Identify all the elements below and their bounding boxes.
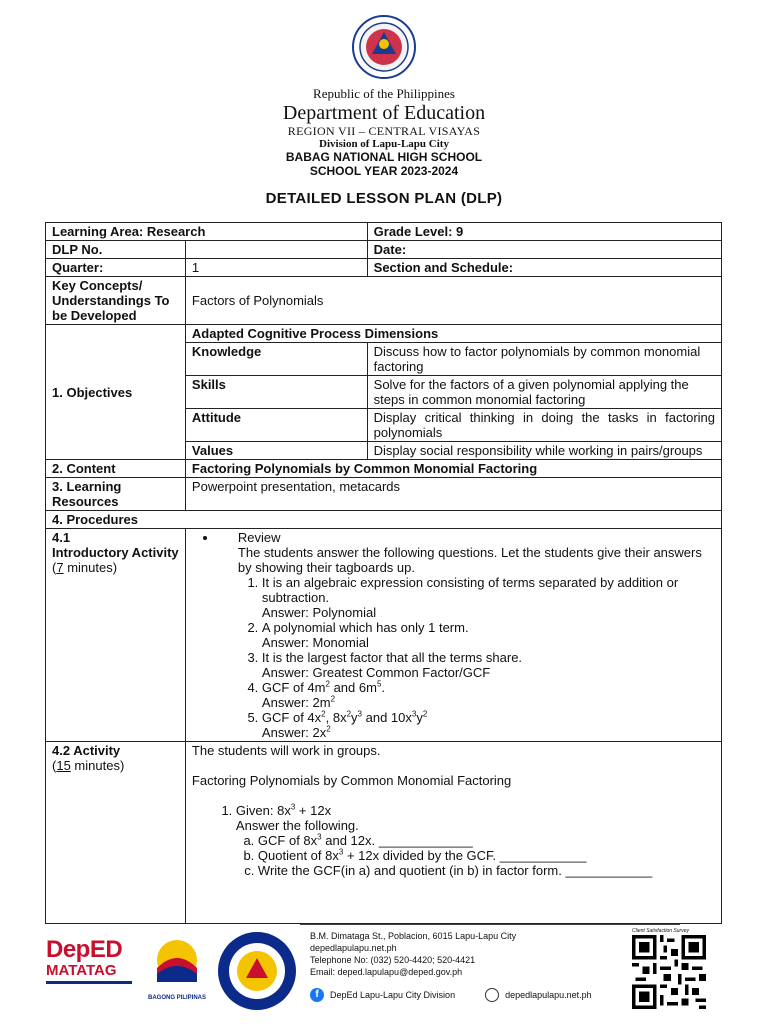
quarter-value: 1 xyxy=(185,259,367,277)
region-name: REGION VII – CENTRAL VISAYAS xyxy=(287,124,481,138)
list-item: a. GCF of $8x^3$ and 12x. _____________ xyxy=(258,833,715,848)
section-schedule-label: Section and Schedule: xyxy=(367,259,721,277)
dimension-label: Knowledge xyxy=(185,343,367,376)
dimension-text: Discuss how to factor polynomials by common monomial factoring xyxy=(367,343,721,376)
list-item: b. Quotient of $8x^3 + 12x$ divided by the GCF. ____________ xyxy=(258,848,715,863)
grade-level: Grade Level: 9 xyxy=(367,223,721,241)
social-links xyxy=(310,988,592,1002)
dlp-no-value xyxy=(185,241,367,259)
cognitive-heading: Adapted Cognitive Process Dimensions xyxy=(185,325,721,343)
republic-line: Republic of the Philippines xyxy=(313,86,455,101)
letterhead xyxy=(0,14,768,178)
resources-value: Powerpoint presentation, metacards xyxy=(185,478,721,511)
table-row xyxy=(46,742,722,924)
content-label: 2. Content xyxy=(46,460,186,478)
department-name: Department of Education xyxy=(282,102,486,124)
table-row xyxy=(46,529,722,742)
email-link[interactable]: Email: deped.lapulapu@deped.gov.ph xyxy=(310,967,463,977)
content-value: Factoring Polynomials by Common Monomial Factoring xyxy=(185,460,721,478)
table-row xyxy=(46,241,722,259)
key-concepts-label: Key Concepts/ Understandings To be Developed xyxy=(46,277,186,325)
procedures-label: 4. Procedures xyxy=(46,511,722,529)
intro-instruction: The students answer the following questions. Let the students give their answers by showing their tagboards up. xyxy=(237,545,702,575)
dimension-label: Skills xyxy=(185,376,367,409)
division-name: Division of Lapu-Lapu City xyxy=(319,138,449,150)
table-row xyxy=(46,223,722,241)
contact-info xyxy=(310,930,516,978)
list-item: 1. Given: $8x^3 + 12x$ Answer the following. a. GCF of $8x^3$ and 12x. _____________ b. Quotient of $8x^3 + 12x$ divided by the GCF. ____________ c. Write the GCF(in a) and quotient (in b) in factor form. ____________ xyxy=(236,803,715,878)
school-name: BABAG NATIONAL HIGH SCHOOL xyxy=(285,150,483,164)
quarter-label: Quarter: xyxy=(46,259,186,277)
division-seal-icon xyxy=(216,930,298,1012)
list-item: 1. It is an algebraic expression consisting of terms separated by addition or subtraction. Answer: Polynomial xyxy=(262,575,715,620)
facebook-icon: f xyxy=(310,988,324,1002)
survey-label: Client Satisfaction Survey xyxy=(632,928,689,934)
list-item: 4. GCF of $4m^2$ and $6m^5$. Answer: $2m^2$ xyxy=(262,680,715,710)
deped-matatag-logo: DepED MATATAG xyxy=(46,936,132,984)
lesson-plan-table xyxy=(45,222,722,924)
key-concepts-value: Factors of Polynomials xyxy=(185,277,721,325)
dimension-text: Solve for the factors of a given polynomial applying the steps in common monomial factoring xyxy=(367,376,721,409)
activity-heading: Factoring Polynomials by Common Monomial Factoring xyxy=(191,773,512,788)
bagong-pilipinas-icon xyxy=(145,934,209,990)
table-row xyxy=(46,259,722,277)
list-item: c. Write the GCF(in a) and quotient (in b) in factor form. ____________ xyxy=(258,863,715,878)
document-title: DETAILED LESSON PLAN (DLP) xyxy=(265,190,503,207)
learning-area: Learning Area: Research xyxy=(46,223,368,241)
facebook-link[interactable]: DepEd Lapu-Lapu City Division xyxy=(330,990,456,1000)
list-item: 5. GCF of $4x^2$, $8x^2y^3$ and $10x^3y^2$ Answer: $2x^2$ xyxy=(262,710,715,740)
website-link[interactable]: depedlapulapu.net.ph xyxy=(505,990,592,1000)
date-label: Date: xyxy=(367,241,721,259)
dimension-label: Attitude xyxy=(185,409,367,442)
table-row xyxy=(46,511,722,529)
dimension-text: Display critical thinking in doing the tasks in factoring polynomials xyxy=(367,409,721,442)
dlp-no-label: DLP No. xyxy=(46,241,186,259)
globe-icon xyxy=(485,988,499,1002)
intro-activity-body xyxy=(185,529,721,742)
address: B.M. Dimataga St., Poblacion, 6015 Lapu-Lapu City xyxy=(310,931,517,941)
objectives-label: 1. Objectives xyxy=(46,325,186,460)
qr-code-icon[interactable] xyxy=(632,935,706,1009)
website-link[interactable]: depedlapulapu.net.ph xyxy=(310,943,397,953)
dimension-text: Display social responsibility while working in pairs/groups xyxy=(367,442,721,460)
list-item: 3. It is the largest factor that all the terms share. Answer: Greatest Common Factor/GCF xyxy=(262,650,715,680)
telephone: Telephone No: (032) 520-4420; 520-4421 xyxy=(310,955,476,965)
school-year: SCHOOL YEAR 2023-2024 xyxy=(309,164,459,178)
footer-divider xyxy=(300,924,680,925)
table-row xyxy=(46,478,722,511)
activity-groups: The students will work in groups. xyxy=(191,743,381,758)
table-row xyxy=(46,277,722,325)
deped-seal-icon xyxy=(344,14,424,80)
intro-activity-label: 4.1 Introductory Activity (7 minutes) xyxy=(46,529,186,742)
list-item: 2. A polynomial which has only 1 term. Answer: Monomial xyxy=(262,620,715,650)
dimension-label: Values xyxy=(185,442,367,460)
activity-label: 4.2 Activity (15 minutes) xyxy=(46,742,186,924)
table-row xyxy=(46,460,722,478)
table-row xyxy=(46,325,722,343)
list-item: • Review xyxy=(218,530,715,545)
resources-label: 3. Learning Resources xyxy=(46,478,186,511)
activity-body xyxy=(185,742,721,924)
bagong-pilipinas-logo: BAGONG PILIPINAS xyxy=(142,934,212,1001)
